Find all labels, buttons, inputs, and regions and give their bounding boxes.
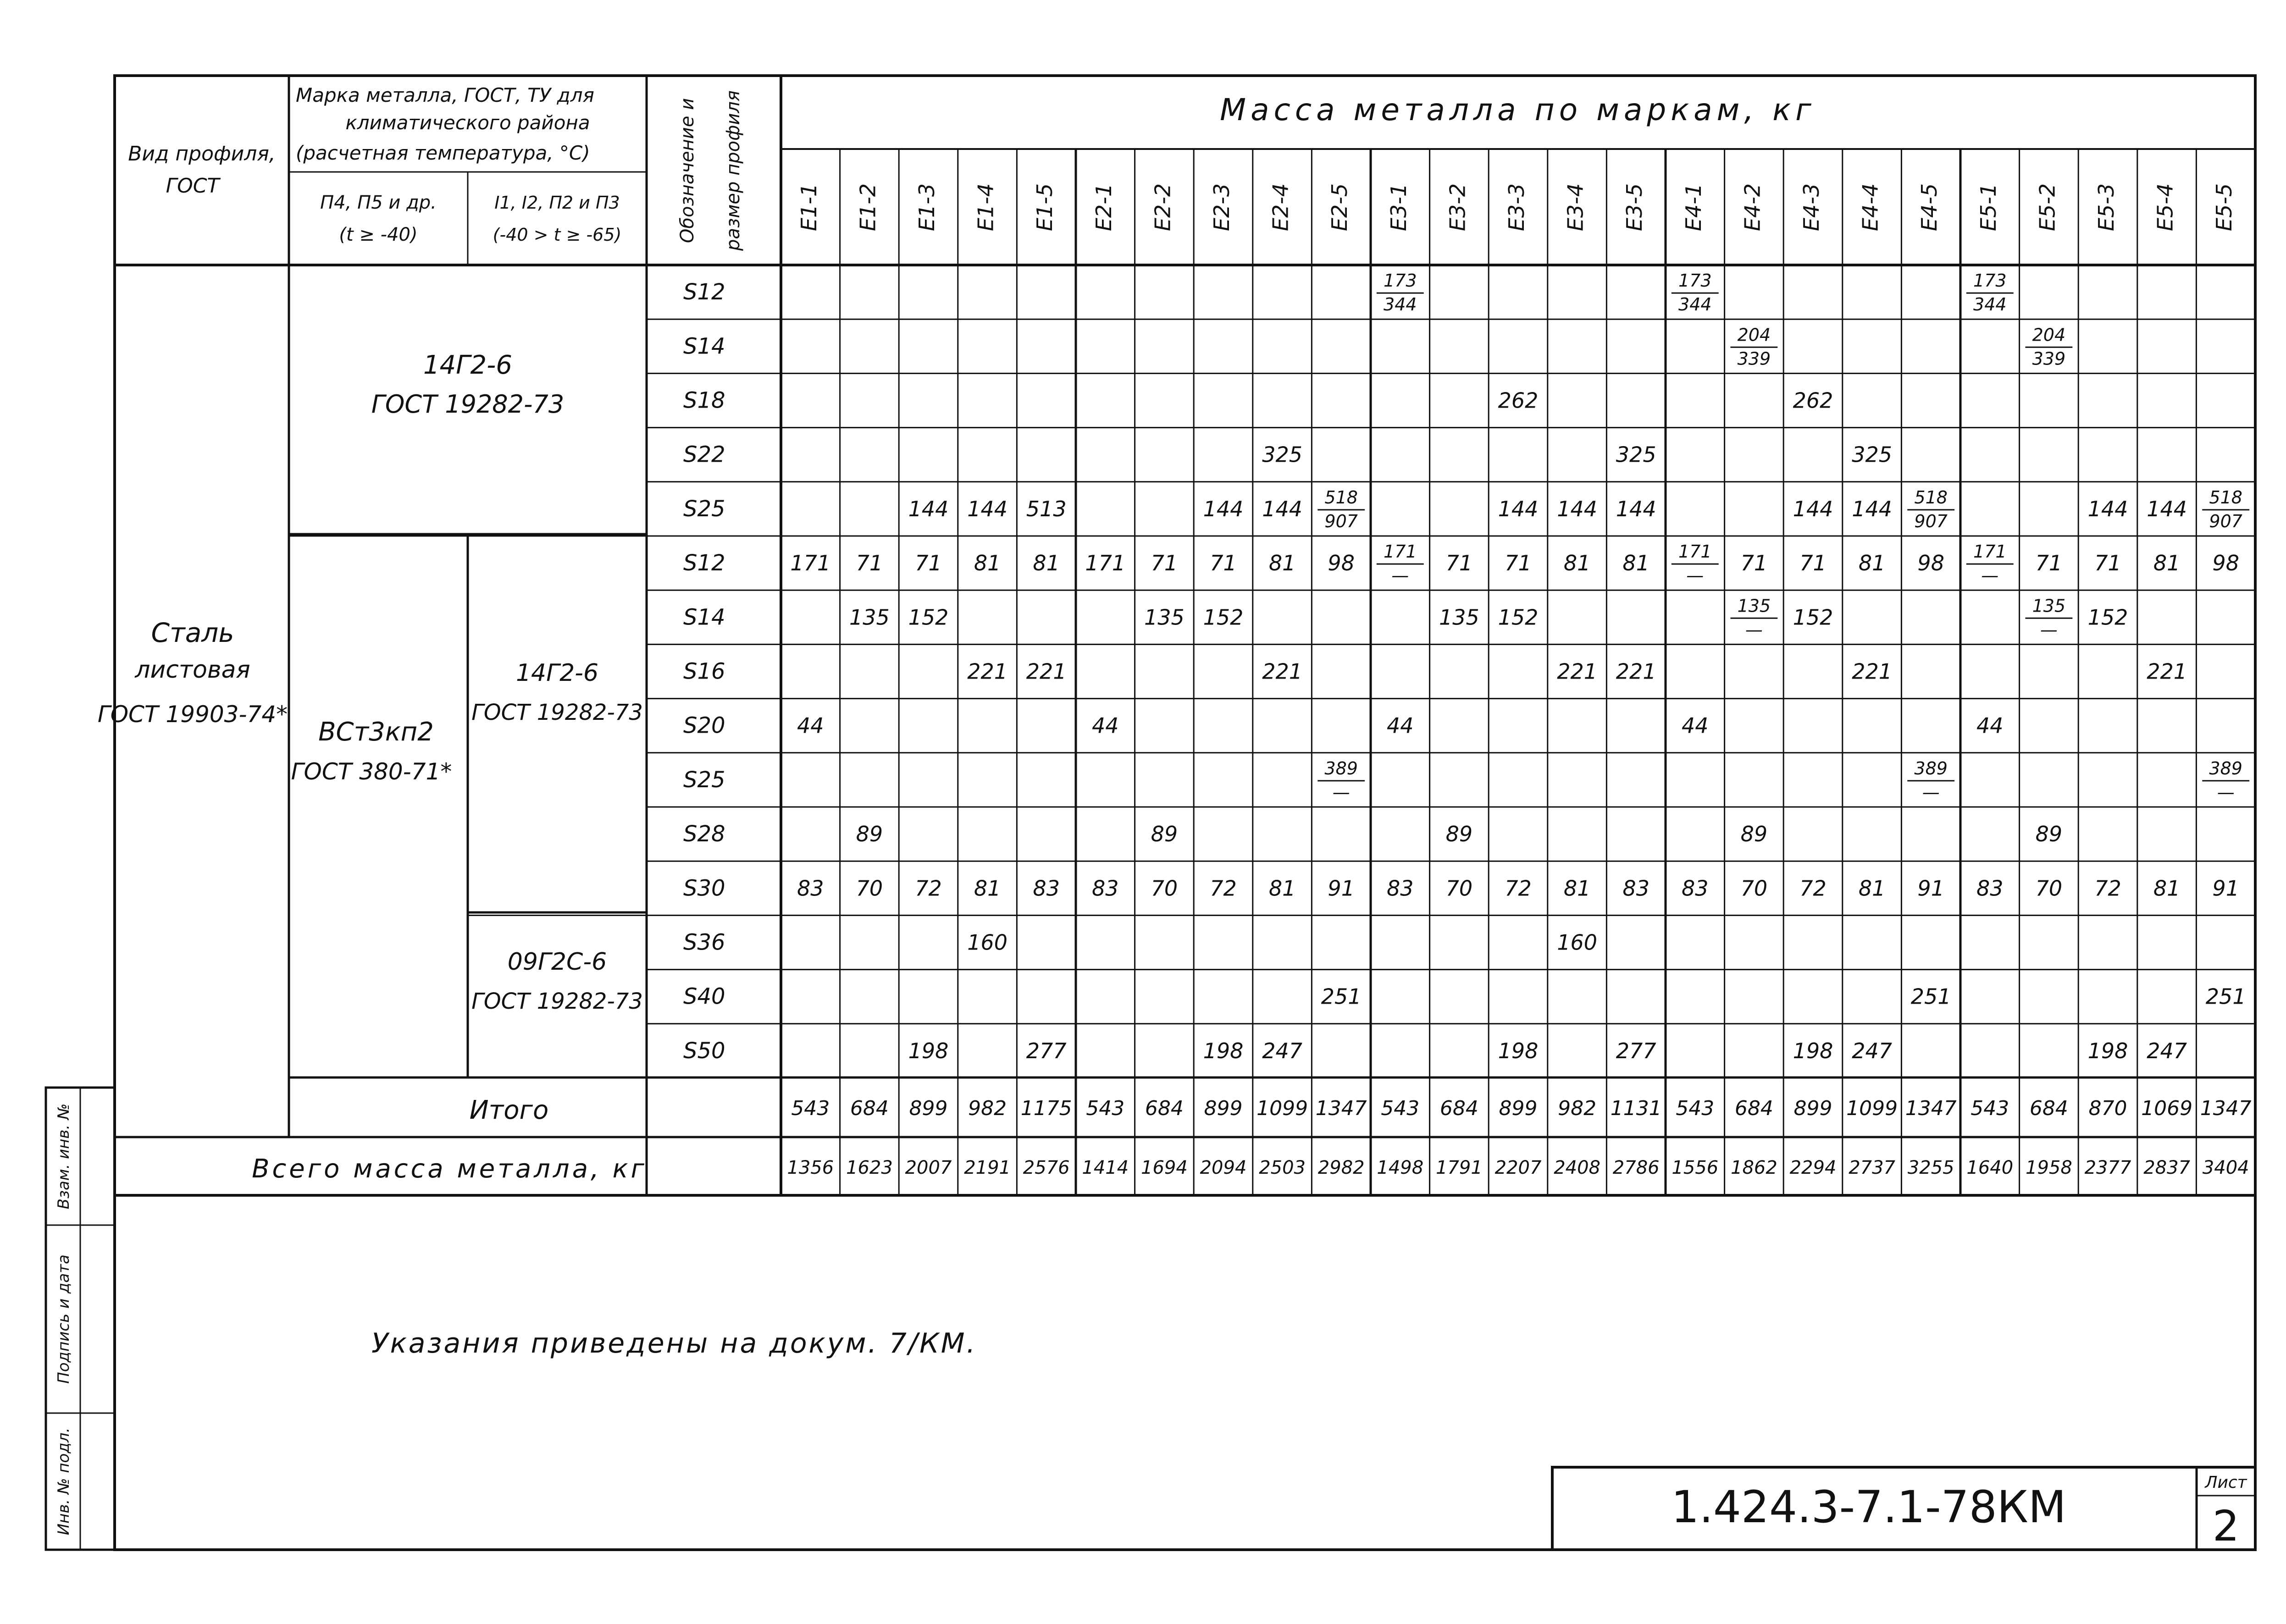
vsego-cell: 2737 xyxy=(1849,1157,1895,1178)
vsego-cell: 2094 xyxy=(1200,1157,1247,1178)
profile-size: S14 xyxy=(683,604,725,630)
mass-cell: 71 xyxy=(1445,551,1473,576)
mass-cell-numerator: 173 xyxy=(1678,271,1712,291)
mass-cell: 221 xyxy=(2147,659,2187,684)
mass-cell: 71 xyxy=(1740,551,1768,576)
vsego-cell: 1640 xyxy=(1966,1157,2014,1178)
mark-header: E4-1 xyxy=(1681,183,1706,232)
mass-cell: 44 xyxy=(1092,713,1119,738)
mass-cell-numerator: 171 xyxy=(1384,541,1417,562)
mass-cell: 70 xyxy=(1151,876,1178,901)
grade-blocks xyxy=(98,350,781,1077)
mass-cell: 144 xyxy=(1498,496,1539,521)
mass-cell: 135 xyxy=(1144,605,1185,630)
itogo-cell: 1175 xyxy=(1020,1097,1072,1120)
itogo-cell: 1099 xyxy=(1846,1097,1898,1120)
mass-cell: 247 xyxy=(2147,1038,2187,1063)
mass-cell-denominator: 907 xyxy=(1914,511,1948,531)
mark-header: E3-3 xyxy=(1504,183,1529,232)
mass-cell-numerator: 204 xyxy=(2032,325,2066,345)
mark-header: E5-5 xyxy=(2212,183,2237,232)
profile-size: S12 xyxy=(683,279,725,305)
mass-cell: 83 xyxy=(797,876,824,901)
profile-type-header-line2: ГОСТ xyxy=(166,174,220,198)
mark-header: E5-1 xyxy=(1976,183,2001,232)
mass-cell: 81 xyxy=(1563,876,1591,901)
mass-cell: 81 xyxy=(974,551,1001,576)
climate-b-line2: (-40 > t ≥ -65) xyxy=(493,225,622,245)
grade2-line2: ГОСТ 380-71* xyxy=(291,758,452,785)
metal-grade-header-line1: Марка металла, ГОСТ, ТУ для xyxy=(296,84,594,106)
mass-cell-denominator: 907 xyxy=(1324,511,1358,531)
profile-line2: листовая xyxy=(135,656,250,684)
profile-size: S25 xyxy=(683,767,725,793)
vsego-label: Всего масса металла, кг xyxy=(252,1154,647,1184)
itogo-cell: 684 xyxy=(2029,1097,2068,1120)
itogo-cell: 870 xyxy=(2088,1097,2127,1120)
mass-cell: 72 xyxy=(1505,876,1532,901)
profile-type-header-line1: Вид профиля, xyxy=(128,142,276,166)
vsego-cell: 1414 xyxy=(1082,1157,1129,1178)
mass-cell-denominator: 344 xyxy=(1678,294,1712,315)
mass-cell: 71 xyxy=(1210,551,1237,576)
itogo-cell: 543 xyxy=(791,1097,830,1120)
mark-header: E4-5 xyxy=(1917,183,1942,232)
mass-cell: 325 xyxy=(1616,442,1656,467)
designation-header-line2: размер профиля xyxy=(723,90,744,251)
mass-cell: 81 xyxy=(1858,551,1886,576)
grade4-line2: ГОСТ 19282-73 xyxy=(471,989,643,1014)
mass-cell-numerator: 135 xyxy=(2032,596,2066,616)
mass-cell: 251 xyxy=(1910,984,1951,1009)
mark-header: E5-4 xyxy=(2153,183,2178,232)
mark-header: E5-2 xyxy=(2035,183,2060,232)
mark-header: E3-2 xyxy=(1445,183,1470,232)
mass-cell-numerator: 171 xyxy=(1678,541,1712,562)
mass-cell: 251 xyxy=(1321,984,1362,1009)
metal-grade-header-line2: климатического района xyxy=(345,111,590,134)
profile-size: S28 xyxy=(683,821,725,847)
mark-header: E1-3 xyxy=(914,183,939,232)
itogo-cell: 684 xyxy=(1734,1097,1773,1120)
mass-cell: 198 xyxy=(2087,1038,2128,1063)
mass-cell: 144 xyxy=(908,496,949,521)
itogo-cell: 1131 xyxy=(1610,1097,1662,1120)
vsego-cell: 2207 xyxy=(1494,1157,1542,1178)
vsego-cell: 2191 xyxy=(964,1157,1011,1178)
side-label-inv: Инв. № подл. xyxy=(55,1427,73,1536)
mass-cell: 81 xyxy=(1622,551,1649,576)
profile-size: S20 xyxy=(683,713,725,739)
mass-cell-numerator: 389 xyxy=(1324,758,1358,779)
mass-cell: 70 xyxy=(1445,876,1473,901)
vsego-cell: 3404 xyxy=(2202,1157,2249,1178)
mass-cell: 198 xyxy=(1203,1038,1244,1063)
vsego-cell: 2503 xyxy=(1259,1157,1306,1178)
mass-cell: 251 xyxy=(2205,984,2246,1009)
mass-cell: 98 xyxy=(1328,551,1355,576)
mass-cell: 144 xyxy=(1852,496,1893,521)
vsego-cell: 2007 xyxy=(905,1157,952,1178)
mass-cell: 221 xyxy=(1262,659,1303,684)
mass-cell: 89 xyxy=(2035,822,2063,847)
mass-cell: 513 xyxy=(1026,496,1067,521)
profile-size: S50 xyxy=(683,1038,725,1064)
itogo-cell: 1069 xyxy=(2141,1097,2193,1120)
mass-cell: 44 xyxy=(1682,713,1709,738)
mass-cell: 198 xyxy=(1793,1038,1833,1063)
vsego-cell: 1356 xyxy=(787,1157,834,1178)
mass-cell-denominator: 344 xyxy=(1384,294,1417,315)
mass-cell: 277 xyxy=(1026,1038,1067,1063)
mass-cell-denominator: — xyxy=(1745,619,1763,640)
mass-cell: 83 xyxy=(1682,876,1709,901)
climate-a-line2: (t ≥ -40) xyxy=(339,224,418,245)
metal-grade-header-line3: (расчетная температура, °C) xyxy=(296,142,590,164)
mass-cell-denominator: — xyxy=(2040,619,2058,640)
grade3-line1: 14Г2-6 xyxy=(515,659,599,687)
side-stamp xyxy=(55,1104,73,1536)
mass-cell: 81 xyxy=(2153,551,2181,576)
vsego-cell: 2837 xyxy=(2143,1157,2190,1178)
mass-cell: 81 xyxy=(1268,551,1296,576)
mark-header: E5-3 xyxy=(2094,183,2119,232)
itogo-cell: 982 xyxy=(968,1097,1007,1120)
mass-cell: 144 xyxy=(1203,496,1244,521)
itogo-cell: 982 xyxy=(1558,1097,1597,1120)
mass-cell: 71 xyxy=(2035,551,2063,576)
mass-cell-numerator: 518 xyxy=(1914,487,1948,508)
mass-cell: 171 xyxy=(790,551,831,576)
mass-cell: 144 xyxy=(1262,496,1303,521)
vsego-cell: 2576 xyxy=(1023,1157,1070,1178)
vsego-cell: 2377 xyxy=(2084,1157,2131,1178)
vsego-cell: 1498 xyxy=(1377,1157,1424,1178)
profile-size: S36 xyxy=(683,929,725,956)
itogo-cell: 543 xyxy=(1970,1097,2009,1120)
mass-cell-denominator: — xyxy=(1332,782,1350,802)
mark-header: E3-5 xyxy=(1622,183,1647,232)
mass-cell: 247 xyxy=(1262,1038,1303,1063)
mark-header: E1-1 xyxy=(796,183,821,232)
designation-header-line1: Обозначение и xyxy=(677,98,698,243)
mass-cell: 44 xyxy=(1976,713,2004,738)
profile-size: S22 xyxy=(683,442,725,468)
vsego-cell: 1862 xyxy=(1731,1157,1777,1178)
mark-header: E1-4 xyxy=(973,183,998,232)
mass-cell: 91 xyxy=(1328,876,1355,901)
mass-cell: 262 xyxy=(1793,388,1833,413)
mass-cell: 81 xyxy=(1858,876,1886,901)
itogo-cell: 684 xyxy=(1145,1097,1184,1120)
sheet-number: 2 xyxy=(2212,1502,2240,1551)
mass-cell: 81 xyxy=(1268,876,1296,901)
mass-cell: 89 xyxy=(1445,822,1473,847)
mark-header: E2-2 xyxy=(1150,183,1175,232)
mass-cell: 152 xyxy=(1498,605,1539,630)
profile-size: S14 xyxy=(683,333,725,359)
mark-header: E1-5 xyxy=(1032,183,1057,232)
mass-cell-numerator: 173 xyxy=(1384,271,1417,291)
vsego-cell: 1791 xyxy=(1436,1157,1483,1178)
mark-header: E3-4 xyxy=(1563,183,1588,232)
vsego-cell: 2294 xyxy=(1789,1157,1837,1178)
profile-size: S25 xyxy=(683,496,725,522)
mass-cell-denominator: 339 xyxy=(2032,348,2066,369)
mass-cell: 83 xyxy=(1092,876,1119,901)
mass-cell: 221 xyxy=(967,659,1008,684)
mass-cell: 91 xyxy=(2212,876,2239,901)
mass-cell: 198 xyxy=(908,1038,949,1063)
mark-header: E1-2 xyxy=(855,183,880,232)
mass-cell: 152 xyxy=(2087,605,2128,630)
mass-cell: 44 xyxy=(1387,713,1414,738)
mass-cell: 98 xyxy=(2212,551,2239,576)
side-label-vzam: Взам. инв. № xyxy=(55,1103,73,1210)
mass-cell: 71 xyxy=(1151,551,1178,576)
mass-cell: 81 xyxy=(1033,551,1060,576)
mark-header: E2-4 xyxy=(1268,183,1293,232)
mark-header: E4-4 xyxy=(1858,183,1883,232)
mark-header: E4-3 xyxy=(1799,183,1824,232)
table-header xyxy=(115,76,2255,1197)
mass-cell: 71 xyxy=(1799,551,1827,576)
mass-cell: 71 xyxy=(856,551,883,576)
grade2-line1: ВСт3кп2 xyxy=(318,717,434,747)
itogo-cell: 1099 xyxy=(1256,1097,1308,1120)
profile-line1: Сталь xyxy=(151,617,234,648)
itogo-cell: 1347 xyxy=(1905,1097,1957,1120)
vsego-cell: 1958 xyxy=(2026,1157,2072,1178)
mass-cell-denominator: — xyxy=(2217,782,2235,802)
mass-cell: 44 xyxy=(797,713,824,738)
itogo-cell: 1347 xyxy=(1315,1097,1367,1120)
mass-cell-numerator: 171 xyxy=(1973,541,2007,562)
mass-cell: 83 xyxy=(1622,876,1649,901)
profile-size: S18 xyxy=(683,387,725,414)
mass-cell: 221 xyxy=(1557,659,1598,684)
itogo-cell: 684 xyxy=(850,1097,889,1120)
climate-a-line1: Π4, Π5 и др. xyxy=(320,192,437,213)
title-block xyxy=(1552,1467,2255,1551)
mass-cell: 221 xyxy=(1852,659,1893,684)
vsego-cell: 1556 xyxy=(1672,1157,1719,1178)
mark-header: E2-3 xyxy=(1209,183,1234,232)
mass-cell-denominator: — xyxy=(1981,565,1999,586)
itogo-cell: 899 xyxy=(1793,1097,1832,1120)
mass-cell: 144 xyxy=(1557,496,1598,521)
mass-cell: 70 xyxy=(856,876,883,901)
mass-cell: 152 xyxy=(1203,605,1244,630)
mass-cell-numerator: 389 xyxy=(2209,758,2242,779)
vsego-cell: 2786 xyxy=(1612,1157,1660,1178)
mass-cell: 262 xyxy=(1498,388,1539,413)
mass-cell: 325 xyxy=(1262,442,1303,467)
vsego-cell: 2982 xyxy=(1317,1157,1365,1178)
grade4-line1: 09Г2С-6 xyxy=(507,948,607,976)
side-label-sign: Подпись и дата xyxy=(55,1254,73,1384)
mass-cell: 89 xyxy=(856,822,883,847)
note-text: Указания приведены на докум. 7/КМ. xyxy=(371,1327,977,1359)
mass-cell: 71 xyxy=(915,551,942,576)
mark-header: E3-1 xyxy=(1386,183,1411,232)
profile-size: S12 xyxy=(683,550,725,576)
vsego-cell: 3255 xyxy=(1907,1157,1954,1178)
mass-cell-numerator: 204 xyxy=(1737,325,1771,345)
mass-cell-denominator: 907 xyxy=(2209,511,2242,531)
mass-cell: 81 xyxy=(1563,551,1591,576)
mass-cell: 247 xyxy=(1852,1038,1893,1063)
mass-cell: 144 xyxy=(2087,496,2128,521)
mass-cell: 144 xyxy=(1793,496,1833,521)
mass-cell: 89 xyxy=(1151,822,1178,847)
mark-header: E2-5 xyxy=(1327,183,1352,232)
mass-cell: 72 xyxy=(1210,876,1237,901)
mass-cell: 160 xyxy=(967,930,1008,955)
mass-cell: 221 xyxy=(1616,659,1656,684)
mass-cell: 277 xyxy=(1616,1038,1656,1063)
mass-cell: 83 xyxy=(1387,876,1414,901)
itogo-cell: 543 xyxy=(1676,1097,1715,1120)
itogo-cell: 899 xyxy=(1204,1097,1243,1120)
vsego-cell: 1694 xyxy=(1141,1157,1188,1178)
mass-cell-denominator: 344 xyxy=(1973,294,2007,315)
profile-size: S30 xyxy=(683,875,725,901)
mass-cell: 221 xyxy=(1026,659,1067,684)
document-code: 1.424.3-7.1-78КМ xyxy=(1671,1481,2066,1533)
itogo-cell: 1347 xyxy=(2200,1097,2252,1120)
profile-line3: ГОСТ 19903-74* xyxy=(97,701,288,728)
mass-cell-denominator: 339 xyxy=(1737,348,1771,369)
mass-cell: 144 xyxy=(1616,496,1656,521)
mass-cell-denominator: — xyxy=(1922,782,1940,802)
grade3-line2: ГОСТ 19282-73 xyxy=(471,700,643,725)
mass-cell: 83 xyxy=(1033,876,1060,901)
mass-cell-numerator: 173 xyxy=(1973,271,2007,291)
mass-cell: 198 xyxy=(1498,1038,1539,1063)
grade1-line1: 14Г2-6 xyxy=(423,350,512,380)
profile-size: S40 xyxy=(683,983,725,1010)
mass-cell: 91 xyxy=(1917,876,1944,901)
mark-header: E4-2 xyxy=(1740,183,1765,232)
mass-cell: 98 xyxy=(1917,551,1944,576)
mass-cell: 81 xyxy=(974,876,1001,901)
mass-cell: 144 xyxy=(967,496,1008,521)
itogo-label: Итого xyxy=(469,1095,549,1125)
mass-cell: 81 xyxy=(2153,876,2181,901)
itogo-cell: 684 xyxy=(1439,1097,1478,1120)
mass-cell-denominator: — xyxy=(1391,565,1409,586)
mass-cell: 144 xyxy=(2147,496,2187,521)
mass-cell-numerator: 518 xyxy=(1324,487,1358,508)
mass-cell: 135 xyxy=(1439,605,1479,630)
mass-cell-numerator: 518 xyxy=(2209,487,2242,508)
mark-header: E2-1 xyxy=(1091,183,1116,232)
profile-size: S16 xyxy=(683,658,725,685)
mass-cell: 72 xyxy=(1799,876,1827,901)
itogo-cell: 899 xyxy=(909,1097,948,1120)
mass-cell: 171 xyxy=(1085,551,1126,576)
mass-cell: 325 xyxy=(1852,442,1893,467)
mass-cell: 70 xyxy=(2035,876,2063,901)
mass-cell: 71 xyxy=(2094,551,2121,576)
mass-cell: 89 xyxy=(1740,822,1768,847)
mass-cell: 160 xyxy=(1557,930,1598,955)
mass-cell: 72 xyxy=(915,876,942,901)
mass-cell: 71 xyxy=(1505,551,1532,576)
mass-cell: 152 xyxy=(1793,605,1833,630)
mass-cell-numerator: 389 xyxy=(1914,758,1948,779)
mass-cell: 152 xyxy=(908,605,949,630)
vsego-cell: 2408 xyxy=(1554,1157,1600,1178)
vsego-cell: 1623 xyxy=(846,1157,893,1178)
mass-cell-denominator: — xyxy=(1686,565,1704,586)
mass-cell: 83 xyxy=(1976,876,2004,901)
mass-cell: 72 xyxy=(2094,876,2121,901)
climate-b-line1: I1, I2, Π2 и Π3 xyxy=(494,193,620,213)
sheet-label: Лист xyxy=(2205,1473,2247,1492)
itogo-cell: 543 xyxy=(1381,1097,1420,1120)
mass-cell: 70 xyxy=(1740,876,1768,901)
mass-cell-numerator: 135 xyxy=(1737,596,1771,616)
mass-title: Масса металла по маркам, кг xyxy=(1220,92,1816,127)
mass-cell: 135 xyxy=(849,605,890,630)
grade1-line2: ГОСТ 19282-73 xyxy=(371,390,565,419)
itogo-cell: 543 xyxy=(1086,1097,1125,1120)
itogo-cell: 899 xyxy=(1499,1097,1538,1120)
